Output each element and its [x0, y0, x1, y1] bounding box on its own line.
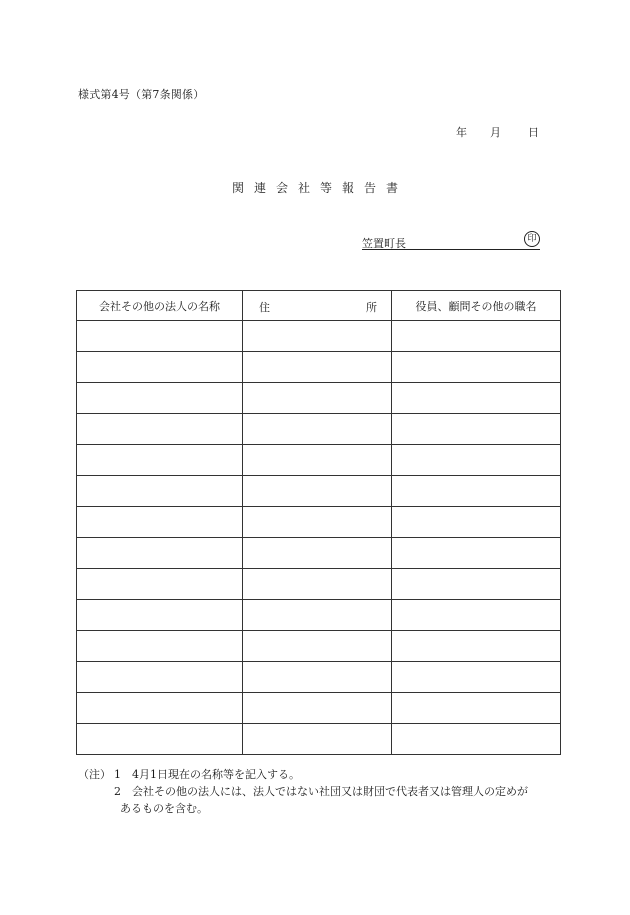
header-address [243, 291, 392, 321]
note-continuation-text: あるものを含む。 [120, 802, 208, 815]
table-row [77, 507, 561, 538]
table-row [77, 414, 561, 445]
cell-address[interactable] [243, 538, 392, 569]
cell-role[interactable] [392, 569, 561, 600]
cell-company-name[interactable] [77, 693, 243, 724]
cell-company-name[interactable] [77, 631, 243, 662]
cell-role[interactable] [392, 383, 561, 414]
cell-company-name[interactable] [77, 662, 243, 693]
note-item [78, 766, 558, 783]
cell-company-name[interactable] [77, 569, 243, 600]
form-number-label: 様式第4号（第7条関係） [78, 88, 205, 101]
table-row [77, 600, 561, 631]
header-address-right: 所 [366, 301, 377, 314]
cell-role[interactable] [392, 414, 561, 445]
cell-company-name[interactable] [77, 383, 243, 414]
table-row [77, 693, 561, 724]
cell-address[interactable] [243, 569, 392, 600]
cell-role[interactable] [392, 600, 561, 631]
table-header-row [77, 291, 561, 321]
header-address-left: 住 [259, 301, 270, 314]
cell-role[interactable] [392, 352, 561, 383]
cell-address[interactable] [243, 507, 392, 538]
cell-address[interactable] [243, 414, 392, 445]
table-row [77, 538, 561, 569]
seal-mark: 印 [524, 231, 540, 247]
addressee-line [362, 235, 540, 250]
notes-section [78, 766, 558, 817]
related-company-table [76, 290, 561, 755]
cell-company-name[interactable] [77, 352, 243, 383]
note-number: 2 [114, 785, 121, 798]
date-month-label: 月 [490, 126, 501, 139]
note-text: 4月1日現在の名称等を記入する。 [132, 768, 300, 781]
cell-company-name[interactable] [77, 600, 243, 631]
note-item [78, 783, 558, 800]
cell-role[interactable] [392, 693, 561, 724]
note-text: 会社その他の法人には、法人ではない社団又は財団で代表者又は管理人の定めが [132, 785, 528, 798]
note-item-continuation [78, 800, 558, 817]
cell-address[interactable] [243, 662, 392, 693]
cell-role[interactable] [392, 631, 561, 662]
header-company-name: 会社その他の法人の名称 [77, 291, 243, 321]
cell-address[interactable] [243, 383, 392, 414]
addressee-name: 笠置町長 [362, 237, 406, 250]
cell-address[interactable] [243, 476, 392, 507]
cell-role[interactable] [392, 507, 561, 538]
table-row [77, 383, 561, 414]
table-row [77, 631, 561, 662]
table-row [77, 321, 561, 352]
table-row [77, 352, 561, 383]
cell-company-name[interactable] [77, 445, 243, 476]
cell-address[interactable] [243, 724, 392, 755]
cell-role[interactable] [392, 476, 561, 507]
cell-address[interactable] [243, 352, 392, 383]
cell-company-name[interactable] [77, 321, 243, 352]
table-row [77, 445, 561, 476]
cell-company-name[interactable] [77, 414, 243, 445]
date-row [452, 124, 552, 138]
cell-role[interactable] [392, 724, 561, 755]
notes-marker: （注） [78, 768, 111, 781]
note-number: 1 [114, 768, 121, 781]
cell-address[interactable] [243, 693, 392, 724]
cell-address[interactable] [243, 321, 392, 352]
cell-company-name[interactable] [77, 507, 243, 538]
header-role: 役員、顧問その他の職名 [392, 291, 561, 321]
cell-role[interactable] [392, 538, 561, 569]
cell-role[interactable] [392, 445, 561, 476]
cell-company-name[interactable] [77, 476, 243, 507]
cell-address[interactable] [243, 445, 392, 476]
table-body [77, 321, 561, 755]
date-day-label: 日 [528, 126, 539, 139]
date-year-label: 年 [456, 126, 467, 139]
cell-role[interactable] [392, 321, 561, 352]
table-row [77, 724, 561, 755]
cell-address[interactable] [243, 631, 392, 662]
cell-role[interactable] [392, 662, 561, 693]
cell-address[interactable] [243, 600, 392, 631]
cell-company-name[interactable] [77, 724, 243, 755]
table-row [77, 662, 561, 693]
document-title: 関連会社等報告書 [231, 181, 408, 195]
table-row [77, 476, 561, 507]
cell-company-name[interactable] [77, 538, 243, 569]
table-row [77, 569, 561, 600]
